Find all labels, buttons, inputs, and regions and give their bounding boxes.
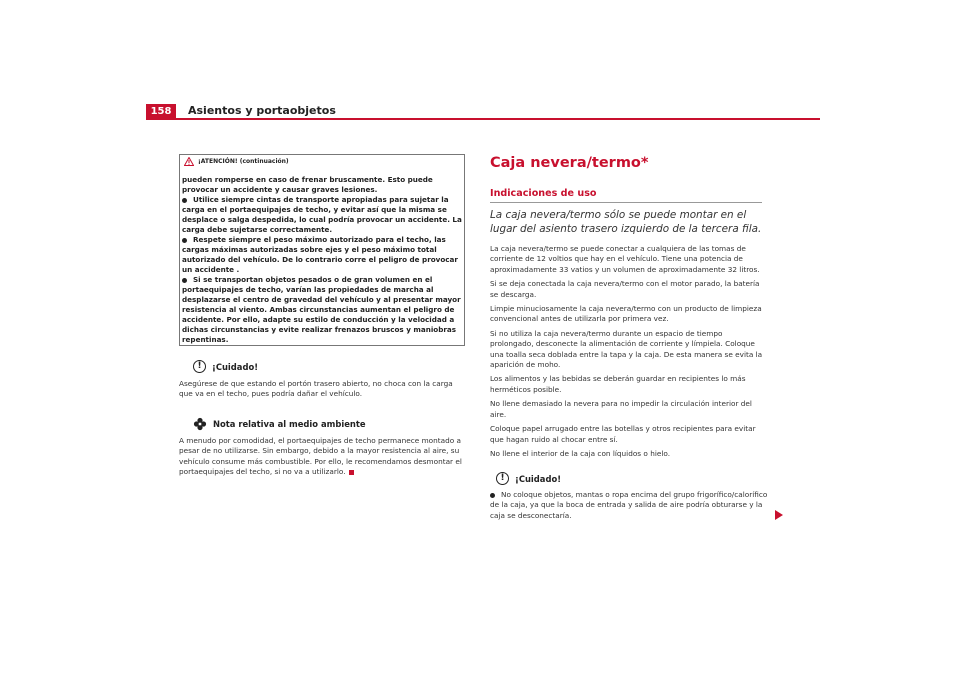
bullet-icon [182,278,187,283]
lead-text: La caja nevera/termo sólo se puede montar en el lugar del asiento trasero izquierdo de la tercera fila. [490,209,762,235]
caution-title: ¡Cuidado! [515,473,562,484]
caution-paragraph: Asegúrese de que estando el portón trasero abierto, no choca con la carga que va en el techo, pues podría dañar el vehículo. [179,379,453,399]
warning-bullet-1 [182,195,462,235]
body-text [490,244,768,463]
page-number: 158 [146,104,176,120]
caution-text-right [490,490,770,525]
section-title: Caja nevera/termo* [490,155,649,171]
header-rule [168,118,820,120]
paragraph: Los alimentos y las bebidas se deberán guardar en recipientes lo más herméticos posible. [490,374,746,394]
caution-bullet [490,490,770,521]
bullet-icon [182,198,187,203]
environment-leaf-icon [193,417,207,431]
paragraph: Coloque papel arrugado entre las botellas y otros recipientes para evitar que hagan ruido al chocar entre sí. [490,424,756,444]
warning-box [179,154,465,346]
warning-bullet-3 [182,275,462,345]
page-header-title: Asientos y portaobjetos [188,104,336,117]
exclamation-circle-icon: ! [496,472,509,485]
paragraph: Limpie minuciosamente la caja nevera/termo con un producto de limpieza convencional antes de utilizarla por primera vez. [490,304,762,324]
environment-paragraph-text: A menudo por comodidad, el portaequipajes de techo permanece montado a pesar de no utilizarse. Sin embargo, debido a la mayor resistencia al aire, su vehículo consume más combustible. Por ello, le recomendamos desmontar el portaequipajes del techo, si no va a utilizarlo. [179,436,462,477]
environment-heading [193,417,366,431]
warning-bullet-text: Utilice siempre cintas de transporte apropiadas para sujetar la carga en el portaequipajes de techo, y evitar así que la misma se desplace o salga despedida, lo cual podría provocar un accidente. La carga debe sujetarse correctamente. [182,195,462,234]
bullet-icon [490,493,495,498]
environment-paragraph [179,436,469,478]
end-of-section-icon [349,470,354,475]
paragraph: No llene el interior de la caja con líquidos o hielo. [490,448,671,458]
subsection-rule [490,202,762,203]
warning-label: ¡ATENCIÓN! (continuación) [198,158,289,165]
next-page-arrow-icon [775,510,783,520]
warning-header [184,157,289,166]
warning-bullet-text: Si se transportan objetos pesados o de gran volumen en el portaequipajes de techo, varían las propiedades de marcha al desplazarse el centro de gravedad del vehículo y al presentar mayor resistencia al viento. Ambas circunstancias aumentan el peligro de accidente. Por ello, adapte su estilo de conducción y la velocidad a dichas circunstancias y evite realizar frenazos bruscos y maniobras repentinas. [182,275,461,344]
caution-heading-right [496,472,561,485]
warning-body [182,175,462,345]
exclamation-circle-icon: ! [193,360,206,373]
paragraph: No llene demasiado la nevera para no impedir la circulación interior del aire. [490,399,752,419]
caution-text-left [179,379,467,404]
paragraph: Si no utiliza la caja nevera/termo durante un espacio de tiempo prolongado, desconecte la alimentación de corriente y límpiela. Coloque una toalla seca doblada entre la tapa y la caja. De esta manera se evita la aparición de moho. [490,328,763,370]
warning-triangle-icon [184,157,194,166]
warning-bullet-text: Respete siempre el peso máximo autorizado para el techo, las cargas máximas autorizadas sobre ejes y el peso máximo total autorizado del vehículo. De lo contrario corre el peligro de provocar un accidente . [182,235,458,274]
warning-bullet-2 [182,235,462,275]
caution-heading-left [193,360,258,373]
caution-bullet-text: No coloque objetos, mantas o ropa encima del grupo frigorífico/calorífico de la caja, ya que la boca de entrada y salida de aire podría obturarse y la caja se desconectaría. [490,490,768,520]
warning-intro: pueden romperse en caso de frenar bruscamente. Esto puede provocar un accidente y causar graves lesiones. [182,175,433,194]
bullet-icon [182,238,187,243]
caution-title: ¡Cuidado! [212,361,259,372]
environment-text [179,436,469,482]
paragraph: La caja nevera/termo se puede conectar a cualquiera de las tomas de corriente de 12 voltios que hay en el vehículo. Tiene una potencia de aproximadamente 33 vatios y un volumen de aproximadamente 32 litros. [490,244,760,274]
environment-title: Nota relativa al medio ambiente [213,419,366,429]
subsection-title: Indicaciones de uso [490,188,597,199]
paragraph: Si se deja conectada la caja nevera/termo con el motor parado, la batería se descarga. [490,279,760,299]
